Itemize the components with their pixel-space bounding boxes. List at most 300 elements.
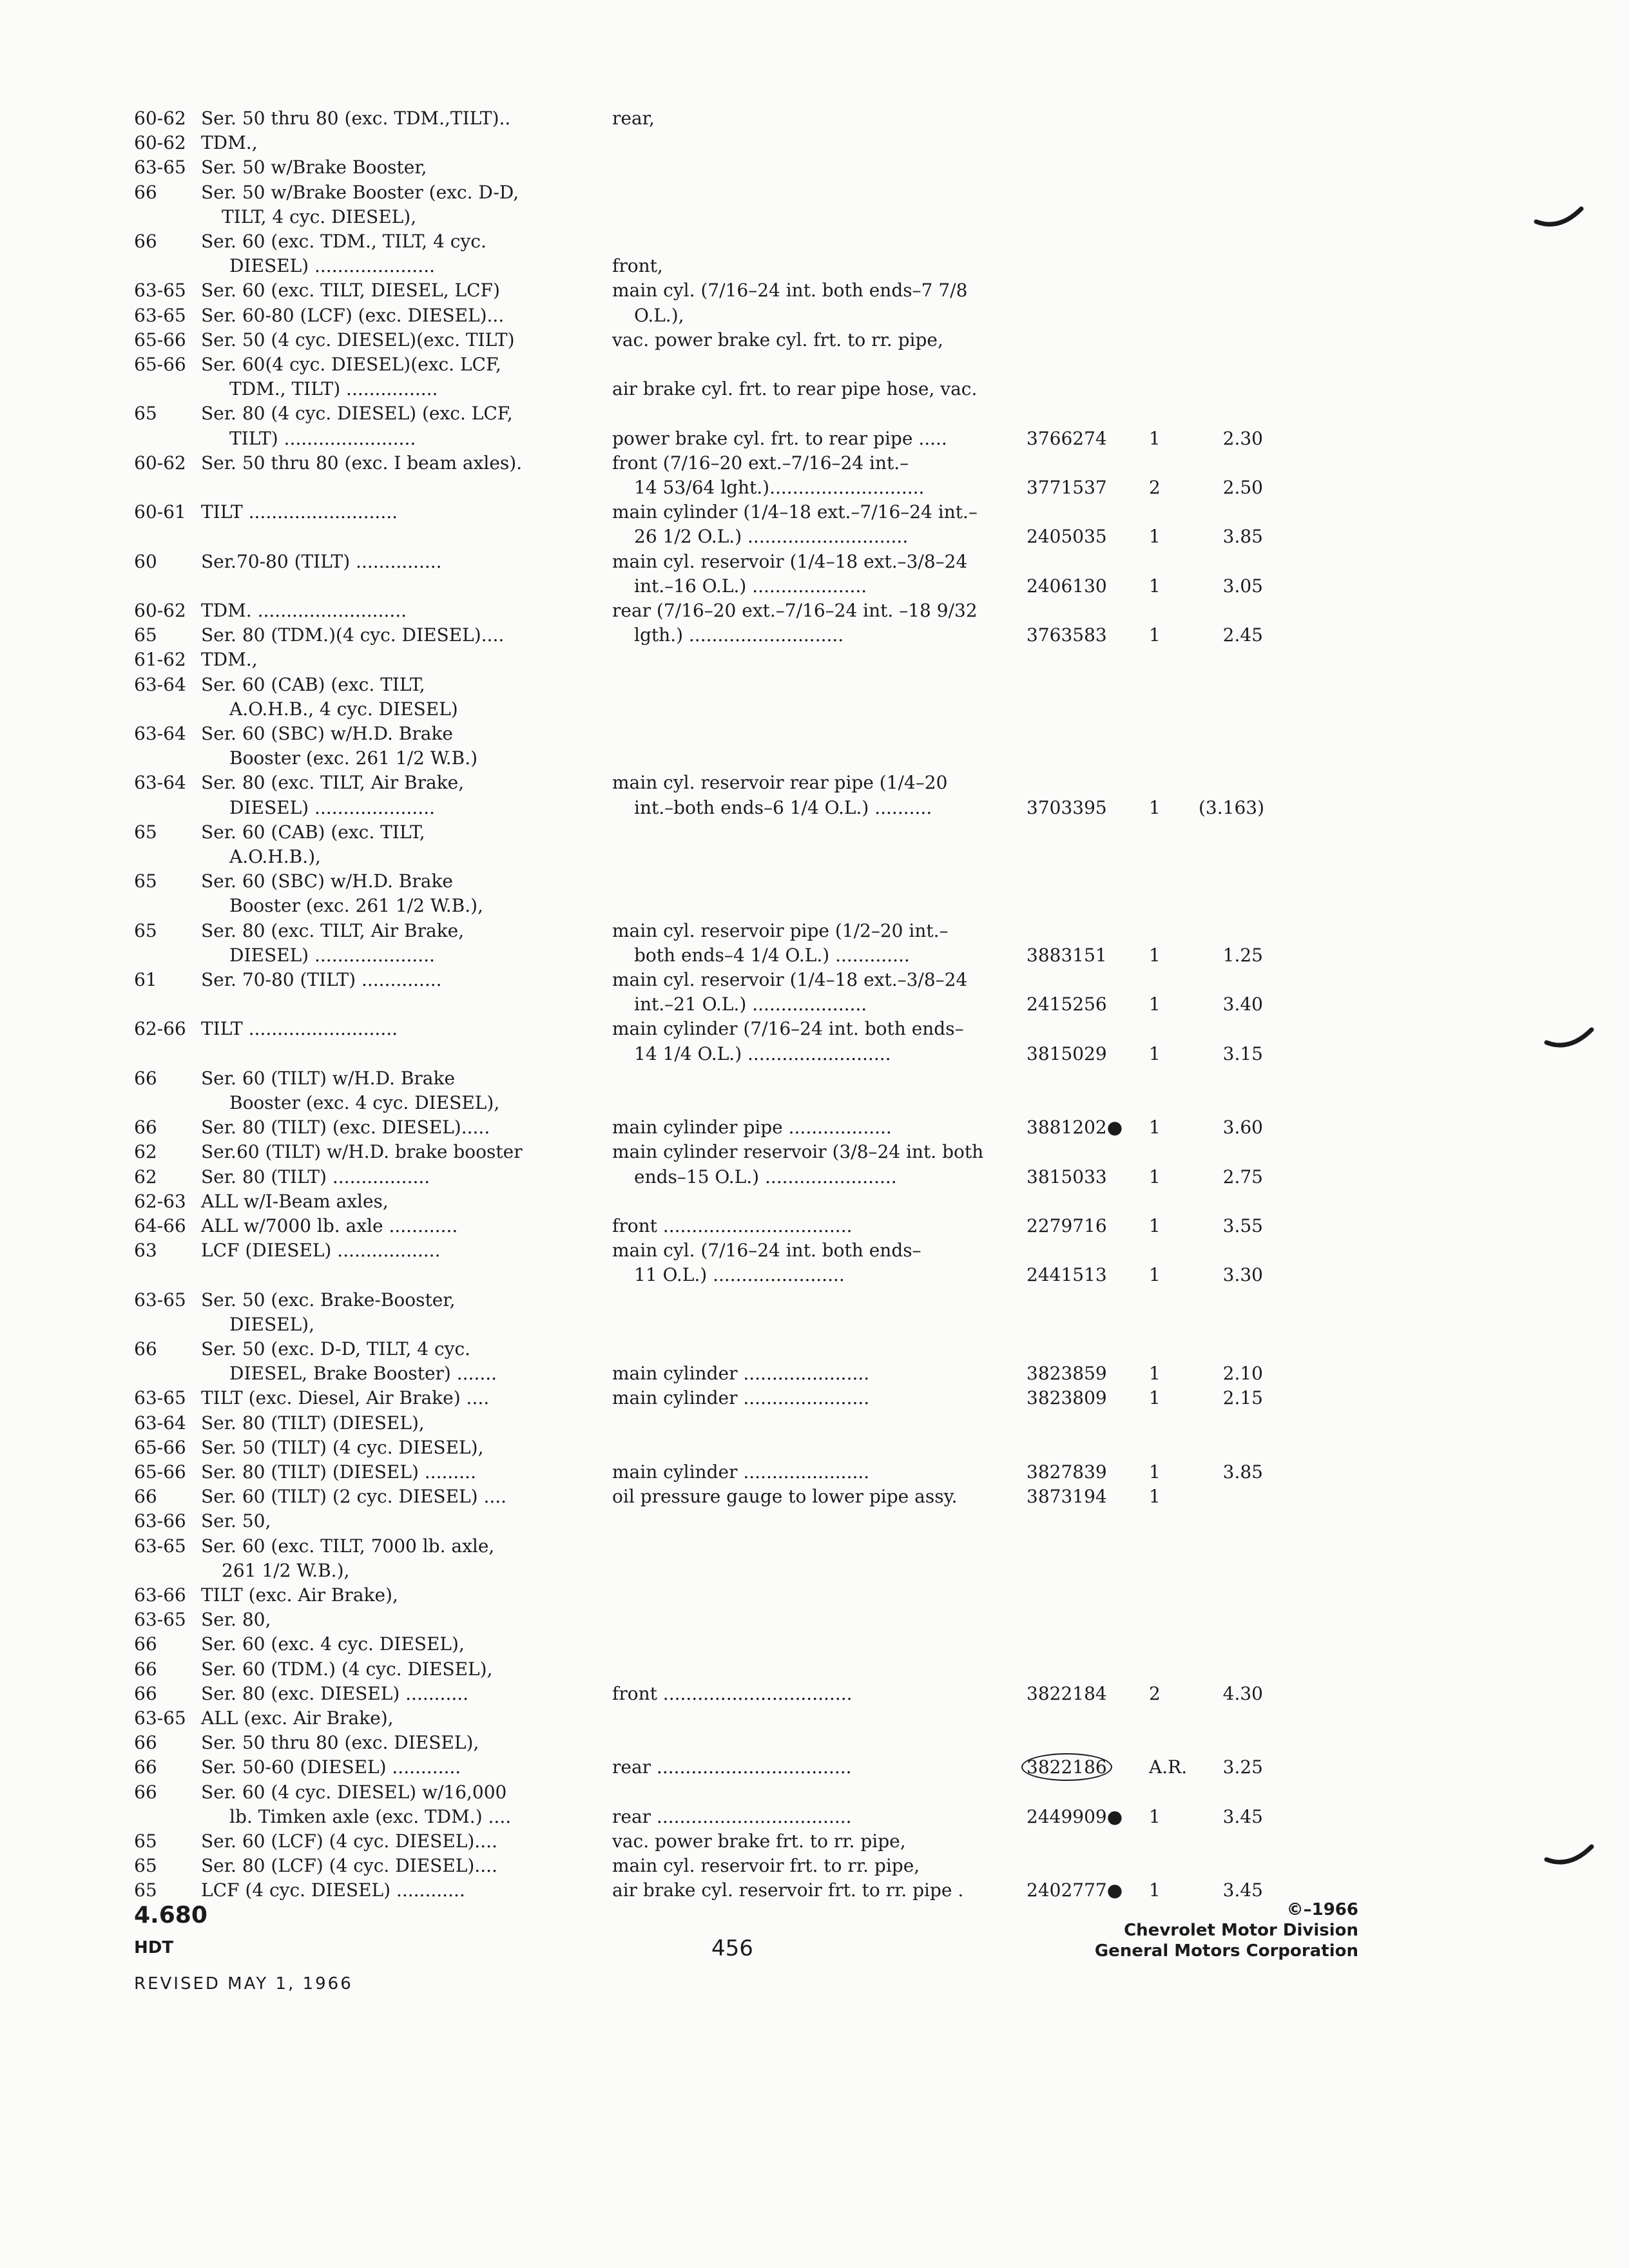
table-row — [0, 1140, 1629, 1164]
table-row — [0, 1608, 1629, 1632]
part-description: front, — [612, 255, 663, 277]
part-number: 2415256 — [1027, 994, 1107, 1015]
table-row — [0, 1780, 1629, 1805]
table-row — [0, 894, 1629, 918]
model-year: 66 — [134, 1486, 157, 1508]
margin-mark-icon — [1544, 1024, 1595, 1057]
quantity: 1 — [1149, 1486, 1161, 1508]
table-row — [0, 401, 1629, 426]
table-row — [0, 476, 1629, 500]
part-number: 2406130 — [1027, 575, 1107, 597]
part-number: 3822184 — [1027, 1682, 1107, 1704]
part-description: air brake cyl. frt. to rear pipe hose, vac. — [612, 378, 978, 400]
part-number — [1027, 1755, 1112, 1780]
part-description: vac. power brake frt. to rr. pipe, — [612, 1831, 906, 1852]
division-line: Chevrolet Motor Division — [1124, 1921, 1358, 1940]
circled-part-number: 3822186 — [1021, 1753, 1112, 1781]
part-number: 3823809 — [1027, 1387, 1107, 1409]
table-row — [0, 1165, 1629, 1189]
series-application: Ser. 60 (TILT) (2 cyc. DIESEL) .... — [201, 1486, 507, 1508]
model-year: 66 — [134, 1117, 157, 1139]
model-year: 61 — [134, 969, 157, 990]
series-application: Ser. 50, — [201, 1510, 271, 1532]
part-description: main cyl. reservoir rear pipe (1/4–20 — [612, 772, 948, 794]
quantity: 1 — [1149, 994, 1161, 1015]
quantity: 1 — [1149, 1166, 1161, 1187]
list-price: 3.45 — [1222, 1879, 1263, 1901]
part-description: main cyl. (7/16–24 int. both ends– — [612, 1240, 921, 1262]
quantity: 2 — [1149, 1682, 1161, 1704]
model-year: 65 — [134, 919, 157, 941]
series-application: TILT (exc. Air Brake), — [201, 1584, 398, 1606]
model-year: 63-65 — [134, 1387, 186, 1409]
series-application: Ser. 50 (exc. Brake-Booster, — [201, 1289, 456, 1311]
table-row — [0, 205, 1629, 229]
series-application: Ser. 60 (SBC) w/H.D. Brake — [201, 870, 454, 892]
part-number: 3771537 — [1027, 477, 1107, 498]
series-application: TILT, 4 cyc. DIESEL), — [222, 206, 417, 227]
series-application: ALL w/7000 lb. axle ............ — [201, 1215, 458, 1236]
part-description: O.L.), — [634, 304, 684, 326]
part-description: oil pressure gauge to lower pipe assy. — [612, 1486, 958, 1508]
model-year: 65 — [134, 1879, 157, 1901]
series-application: Ser. 60 (CAB) (exc. TILT, — [201, 673, 425, 695]
list-price: 3.60 — [1222, 1117, 1263, 1139]
series-application: Ser. 50 (exc. D-D, TILT, 4 cyc. — [201, 1338, 471, 1360]
model-year: 66 — [134, 181, 157, 203]
part-number: 2449909● — [1027, 1805, 1123, 1827]
series-application: TILT) ....................... — [229, 427, 416, 449]
model-year: 60-62 — [134, 600, 186, 621]
series-application: Ser. 80 (TILT) (exc. DIESEL)..... — [201, 1117, 490, 1139]
quantity: 1 — [1149, 624, 1161, 646]
table-row — [0, 1485, 1629, 1509]
quantity: 1 — [1149, 1117, 1161, 1139]
margin-mark-icon — [1534, 204, 1585, 236]
table-row — [0, 673, 1629, 697]
series-application: TILT .......................... — [201, 1018, 398, 1040]
quantity: 1 — [1149, 1264, 1161, 1286]
table-row — [0, 1214, 1629, 1238]
quantity: 1 — [1149, 1043, 1161, 1064]
list-price: 3.85 — [1222, 1461, 1263, 1483]
series-application: DIESEL, Brake Booster) ....... — [229, 1363, 497, 1385]
quantity: 1 — [1149, 526, 1161, 548]
series-application: Ser. 60 (TDM.) (4 cyc. DIESEL), — [201, 1658, 493, 1680]
part-description: int.–both ends–6 1/4 O.L.) .......... — [634, 796, 932, 818]
series-application: lb. Timken axle (exc. TDM.) .... — [229, 1805, 512, 1827]
model-year: 66 — [134, 1338, 157, 1360]
model-year: 66 — [134, 1682, 157, 1704]
model-year: 63-64 — [134, 772, 186, 794]
series-application: Ser. 50 w/Brake Booster, — [201, 157, 427, 178]
table-row — [0, 1583, 1629, 1608]
table-row — [0, 1682, 1629, 1706]
section-number: 4.680 — [134, 1902, 207, 1928]
table-row — [0, 1042, 1629, 1066]
list-price: 1.25 — [1222, 944, 1263, 966]
series-application: Ser. 60 (CAB) (exc. TILT, — [201, 821, 425, 843]
list-price: 2.10 — [1222, 1363, 1263, 1385]
table-row — [0, 524, 1629, 549]
series-application: Ser. 60 (exc. 4 cyc. DIESEL), — [201, 1633, 465, 1655]
model-year: 62 — [134, 1141, 157, 1163]
model-year: 65-66 — [134, 329, 186, 351]
series-application: Ser. 80 (TILT) ................. — [201, 1166, 430, 1187]
model-year: 65 — [134, 1831, 157, 1852]
part-description: rear .................................. — [612, 1805, 852, 1827]
model-year: 66 — [134, 1756, 157, 1778]
section-code: HDT — [134, 1938, 174, 1957]
part-description: rear (7/16–20 ext.–7/16–24 int. –18 9/32 — [612, 600, 978, 621]
series-application: A.O.H.B., 4 cyc. DIESEL) — [229, 698, 458, 720]
table-row — [0, 1288, 1629, 1312]
list-price: 3.05 — [1222, 575, 1263, 597]
table-row — [0, 1509, 1629, 1533]
table-row — [0, 623, 1629, 648]
quantity: 1 — [1149, 575, 1161, 597]
model-year: 60-62 — [134, 452, 186, 474]
series-application: TDM., — [201, 649, 258, 671]
table-row — [0, 968, 1629, 992]
model-year: 65-66 — [134, 354, 186, 375]
series-application: Ser. 50 thru 80 (exc. TDM.,TILT).. — [201, 108, 511, 129]
table-row — [0, 599, 1629, 623]
table-row — [0, 1854, 1629, 1878]
model-year: 60-62 — [134, 132, 186, 154]
table-row — [0, 1066, 1629, 1091]
series-application: Ser. 80 (exc. DIESEL) ........... — [201, 1682, 469, 1704]
part-description: main cyl. reservoir pipe (1/2–20 int.– — [612, 919, 949, 941]
series-application: Ser. 80 (exc. TILT, Air Brake, — [201, 772, 465, 794]
table-row — [0, 352, 1629, 377]
part-description: main cylinder reservoir (3/8–24 int. both — [612, 1141, 984, 1163]
series-application: LCF (4 cyc. DIESEL) ............ — [201, 1879, 465, 1901]
table-row — [0, 1386, 1629, 1410]
copyright-line: ©–1966 — [1286, 1900, 1358, 1919]
part-number: 3827839 — [1027, 1461, 1107, 1483]
model-year: 64-66 — [134, 1215, 186, 1236]
publisher-block — [1036, 1899, 1358, 1961]
series-application: ALL w/I-Beam axles, — [201, 1190, 389, 1212]
table-row — [0, 796, 1629, 820]
part-description: power brake cyl. frt. to rear pipe ..... — [612, 427, 947, 449]
part-description: main cylinder (1/4–18 ext.–7/16–24 int.– — [612, 501, 978, 523]
series-application: Ser. 60 (4 cyc. DIESEL) w/16,000 — [201, 1781, 507, 1803]
table-row — [0, 131, 1629, 155]
model-year: 63-64 — [134, 723, 186, 744]
part-description: both ends–4 1/4 O.L.) ............. — [634, 944, 910, 966]
series-application: Ser. 60 (TILT) w/H.D. Brake — [201, 1067, 456, 1089]
model-year: 60-62 — [134, 108, 186, 129]
series-application: Ser. 50 w/Brake Booster (exc. D-D, — [201, 181, 519, 203]
table-row — [0, 869, 1629, 894]
series-application: Ser. 50-60 (DIESEL) ............ — [201, 1756, 461, 1778]
part-description: main cylinder (7/16–24 int. both ends– — [612, 1018, 964, 1040]
list-price: 2.45 — [1222, 624, 1263, 646]
part-description: 14 1/4 O.L.) ......................... — [634, 1043, 891, 1064]
quantity: 1 — [1149, 1879, 1161, 1901]
quantity: 1 — [1149, 796, 1161, 818]
table-row — [0, 1411, 1629, 1436]
part-description: 14 53/64 lght.)........................... — [634, 477, 925, 498]
part-description: int.–21 O.L.) .................... — [634, 994, 867, 1015]
model-year: 62-63 — [134, 1190, 186, 1212]
model-year: 63-65 — [134, 1289, 186, 1311]
list-price: 3.25 — [1222, 1756, 1263, 1778]
table-row — [0, 1805, 1629, 1829]
series-application: Ser. 60(4 cyc. DIESEL)(exc. LCF, — [201, 354, 501, 375]
table-row — [0, 1706, 1629, 1731]
part-description: main cylinder ...................... — [612, 1363, 870, 1385]
series-application: Ser. 60 (exc. TILT, DIESEL, LCF) — [201, 280, 500, 302]
part-description: 26 1/2 O.L.) ............................ — [634, 526, 909, 548]
part-description: main cyl. (7/16–24 int. both ends–7 7/8 — [612, 280, 968, 302]
model-year: 65-66 — [134, 1436, 186, 1458]
part-description: main cyl. reservoir frt. to rr. pipe, — [612, 1855, 920, 1877]
model-year: 65 — [134, 870, 157, 892]
model-year: 63-64 — [134, 673, 186, 695]
model-year: 60-61 — [134, 501, 186, 523]
table-row — [0, 500, 1629, 524]
table-row — [0, 1460, 1629, 1485]
series-application: ALL (exc. Air Brake), — [201, 1707, 394, 1729]
model-year: 63-65 — [134, 304, 186, 326]
margin-mark-icon — [1544, 1841, 1595, 1874]
table-row — [0, 845, 1629, 869]
part-description: rear, — [612, 108, 655, 129]
model-year: 65 — [134, 403, 157, 425]
series-application: DIESEL) ..................... — [229, 944, 435, 966]
series-application: TDM., TILT) ................ — [229, 378, 438, 400]
table-row — [0, 943, 1629, 968]
series-application: Booster (exc. 4 cyc. DIESEL), — [229, 1092, 500, 1113]
series-application: Ser. 80, — [201, 1609, 271, 1631]
table-row — [0, 180, 1629, 205]
series-application: Ser. 50 thru 80 (exc. I beam axles). — [201, 452, 523, 474]
table-row — [0, 1263, 1629, 1287]
series-application: LCF (DIESEL) .................. — [201, 1240, 441, 1262]
table-row — [0, 1657, 1629, 1682]
table-row — [0, 771, 1629, 795]
model-year: 66 — [134, 1658, 157, 1680]
table-row — [0, 1337, 1629, 1361]
list-price: 2.30 — [1222, 427, 1263, 449]
revision-date: REVISED MAY 1, 1966 — [134, 1974, 353, 1994]
part-description: vac. power brake cyl. frt. to rr. pipe, — [612, 329, 943, 351]
part-number: 3766274 — [1027, 427, 1107, 449]
table-row — [0, 574, 1629, 599]
table-row — [0, 919, 1629, 943]
table-row — [0, 1559, 1629, 1583]
table-row — [0, 1189, 1629, 1214]
table-row — [0, 1755, 1629, 1780]
table-row — [0, 1312, 1629, 1337]
part-description: int.–16 O.L.) .................... — [634, 575, 867, 597]
table-row — [0, 1115, 1629, 1140]
list-price: 2.75 — [1222, 1166, 1263, 1187]
list-price: (3.163) — [1199, 796, 1265, 818]
part-number: 3873194 — [1027, 1486, 1107, 1508]
series-application: TILT .......................... — [201, 501, 398, 523]
series-application: TILT (exc. Diesel, Air Brake) .... — [201, 1387, 490, 1409]
part-description: front (7/16–20 ext.–7/16–24 int.– — [612, 452, 909, 474]
series-application: DIESEL) ..................... — [229, 796, 435, 818]
model-year: 63-65 — [134, 1535, 186, 1557]
table-row — [0, 427, 1629, 451]
model-year: 66 — [134, 231, 157, 252]
table-row — [0, 377, 1629, 401]
quantity: 1 — [1149, 1461, 1161, 1483]
table-row — [0, 451, 1629, 476]
part-number: 2279716 — [1027, 1215, 1107, 1236]
table-row — [0, 1238, 1629, 1263]
part-description: main cyl. reservoir (1/4–18 ext.–3/8–24 — [612, 550, 968, 572]
series-application: 261 1/2 W.B.), — [222, 1559, 350, 1581]
series-application: TDM., — [201, 132, 258, 154]
series-application: DIESEL) ..................... — [229, 255, 435, 277]
model-year: 62-66 — [134, 1018, 186, 1040]
part-number: 3881202● — [1027, 1117, 1123, 1139]
quantity: A.R. — [1149, 1756, 1188, 1778]
part-number: 3883151 — [1027, 944, 1107, 966]
series-application: Ser. 60 (exc. TDM., TILT, 4 cyc. — [201, 231, 487, 252]
quantity: 1 — [1149, 1363, 1161, 1385]
model-year: 63-65 — [134, 280, 186, 302]
model-year: 66 — [134, 1732, 157, 1754]
list-price: 2.15 — [1222, 1387, 1263, 1409]
list-price: 4.30 — [1222, 1682, 1263, 1704]
table-row — [0, 278, 1629, 303]
model-year: 63 — [134, 1240, 157, 1262]
part-description: front ................................. — [612, 1682, 853, 1704]
series-application: A.O.H.B.), — [229, 846, 321, 867]
table-row — [0, 820, 1629, 845]
table-row — [0, 1632, 1629, 1657]
table-row — [0, 722, 1629, 746]
part-description: main cylinder pipe .................. — [612, 1117, 892, 1139]
part-number: 2402777● — [1027, 1879, 1123, 1901]
quantity: 1 — [1149, 1805, 1161, 1827]
series-application: Ser. 80 (4 cyc. DIESEL) (exc. LCF, — [201, 403, 513, 425]
part-number: 3823859 — [1027, 1363, 1107, 1385]
part-description: main cyl. reservoir (1/4–18 ext.–3/8–24 — [612, 969, 968, 990]
part-description: 11 O.L.) ....................... — [634, 1264, 845, 1286]
list-price: 2.50 — [1222, 477, 1263, 498]
quantity: 1 — [1149, 1215, 1161, 1236]
part-number: 3815033 — [1027, 1166, 1107, 1187]
table-row — [0, 1017, 1629, 1041]
series-application: Ser. 50 thru 80 (exc. DIESEL), — [201, 1732, 479, 1754]
series-application: Ser. 80 (TILT) (DIESEL), — [201, 1412, 425, 1434]
part-number: 2405035 — [1027, 526, 1107, 548]
model-year: 63-66 — [134, 1584, 186, 1606]
table-row — [0, 106, 1629, 131]
table-row — [0, 155, 1629, 180]
list-price: 3.55 — [1222, 1215, 1263, 1236]
page-number: 456 — [711, 1936, 753, 1961]
model-year: 63-65 — [134, 157, 186, 178]
table-row — [0, 1829, 1629, 1854]
model-year: 61-62 — [134, 649, 186, 671]
series-application: Ser. 80 (TDM.)(4 cyc. DIESEL).... — [201, 624, 505, 646]
series-application: Ser. 60 (exc. TILT, 7000 lb. axle, — [201, 1535, 495, 1557]
quantity: 2 — [1149, 477, 1161, 498]
table-row — [0, 992, 1629, 1017]
series-application: Ser. 80 (TILT) (DIESEL) ......... — [201, 1461, 476, 1483]
list-price: 3.45 — [1222, 1805, 1263, 1827]
series-application: Ser.70-80 (TILT) ............... — [201, 550, 442, 572]
series-application: Ser.60 (TILT) w/H.D. brake booster — [201, 1141, 523, 1163]
model-year: 63-65 — [134, 1707, 186, 1729]
table-row — [0, 328, 1629, 352]
model-year: 65-66 — [134, 1461, 186, 1483]
model-year: 63-65 — [134, 1609, 186, 1631]
table-row — [0, 303, 1629, 328]
model-year: 66 — [134, 1781, 157, 1803]
model-year: 65 — [134, 821, 157, 843]
table-row — [0, 1731, 1629, 1755]
table-row — [0, 1361, 1629, 1386]
part-number: 3815029 — [1027, 1043, 1107, 1064]
table-row — [0, 697, 1629, 722]
model-year: 63-66 — [134, 1510, 186, 1532]
series-application: Ser. 50 (4 cyc. DIESEL)(exc. TILT) — [201, 329, 515, 351]
part-description: main cylinder ...................... — [612, 1387, 870, 1409]
corporation-line: General Motors Corporation — [1094, 1941, 1358, 1961]
list-price: 3.30 — [1222, 1264, 1263, 1286]
series-application: Ser. 60 (LCF) (4 cyc. DIESEL).... — [201, 1831, 497, 1852]
model-year: 62 — [134, 1166, 157, 1187]
table-row — [0, 1091, 1629, 1115]
list-price: 3.85 — [1222, 526, 1263, 548]
list-price: 3.15 — [1222, 1043, 1263, 1064]
table-row — [0, 1534, 1629, 1559]
table-row — [0, 746, 1629, 771]
series-application: Booster (exc. 261 1/2 W.B.), — [229, 895, 483, 917]
part-description: main cylinder ...................... — [612, 1461, 870, 1483]
part-description: front ................................. — [612, 1215, 853, 1236]
quantity: 1 — [1149, 1387, 1161, 1409]
table-row — [0, 1878, 1629, 1903]
part-number: 3703395 — [1027, 796, 1107, 818]
part-description: lgth.) ........................... — [634, 624, 844, 646]
series-application: Ser. 60-80 (LCF) (exc. DIESEL)... — [201, 304, 505, 326]
series-application: Booster (exc. 261 1/2 W.B.) — [229, 747, 478, 769]
series-application: Ser. 80 (LCF) (4 cyc. DIESEL).... — [201, 1855, 497, 1877]
part-number: 2441513 — [1027, 1264, 1107, 1286]
table-row — [0, 1436, 1629, 1460]
series-application: Ser. 80 (exc. TILT, Air Brake, — [201, 919, 465, 941]
model-year: 66 — [134, 1633, 157, 1655]
part-description: ends–15 O.L.) ....................... — [634, 1166, 897, 1187]
table-row — [0, 229, 1629, 254]
model-year: 63-64 — [134, 1412, 186, 1434]
table-row — [0, 550, 1629, 574]
series-application: Ser. 60 (SBC) w/H.D. Brake — [201, 723, 454, 744]
part-description: rear .................................. — [612, 1756, 852, 1778]
model-year: 65 — [134, 1855, 157, 1877]
series-application: DIESEL), — [229, 1313, 314, 1335]
model-year: 65 — [134, 624, 157, 646]
model-year: 60 — [134, 550, 157, 572]
quantity: 1 — [1149, 944, 1161, 966]
model-year: 66 — [134, 1067, 157, 1089]
table-row — [0, 254, 1629, 278]
table-row — [0, 648, 1629, 672]
series-application: Ser. 50 (TILT) (4 cyc. DIESEL), — [201, 1436, 484, 1458]
list-price: 3.40 — [1222, 994, 1263, 1015]
